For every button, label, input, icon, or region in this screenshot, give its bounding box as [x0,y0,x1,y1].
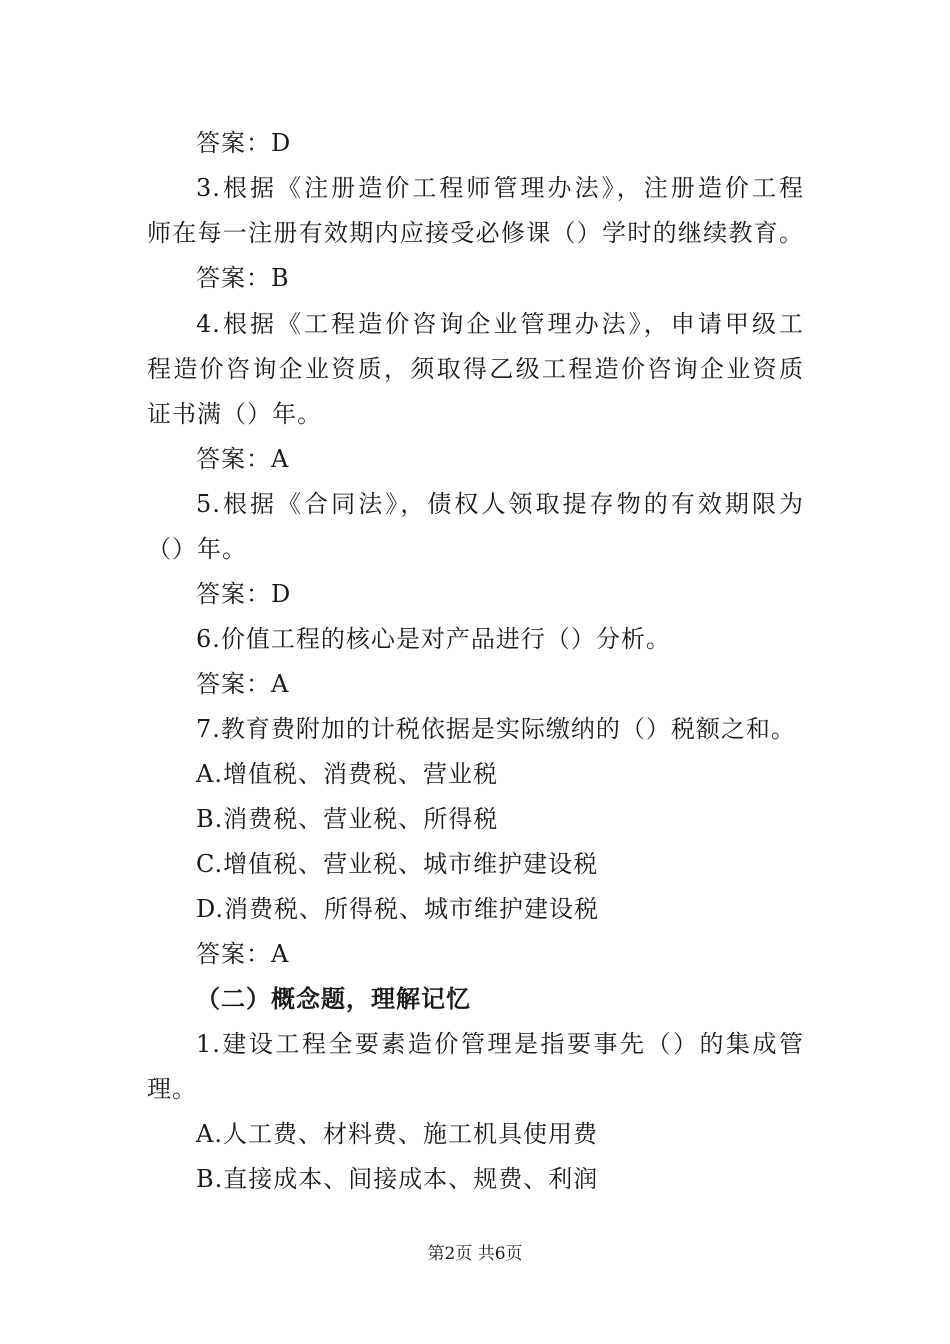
question-line: 理。 [147,1075,197,1103]
question-line: （）年。 [147,535,247,563]
question-line: 7.教育费附加的计税依据是实际缴纳的（）税额之和。 [196,715,796,743]
question-line: 师在每一注册有效期内应接受必修课（）学时的继续教育。 [147,219,804,247]
question-line: 程造价咨询企业资质，须取得乙级工程造价咨询企业资质 [147,355,804,383]
option-line: B.直接成本、间接成本、规费、利润 [196,1165,599,1193]
option-line: A.增值税、消费税、营业税 [196,760,498,788]
answer-line: 答案：A [196,445,290,473]
answer-line: 答案：D [196,580,292,608]
question-line: 1.建设工程全要素造价管理是指要事先（）的集成管 [196,1030,804,1058]
answer-line: 答案：D [196,129,292,157]
answer-line: 答案：A [196,940,290,968]
page-footer: 第2页 共6页 [427,1244,523,1264]
option-line: B.消费税、营业税、所得税 [196,805,499,833]
answer-line: 答案：A [196,670,290,698]
question-line: 5.根据《合同法》，债权人领取提存物的有效期限为 [196,490,804,518]
question-line: 4.根据《工程造价咨询企业管理办法》，申请甲级工 [196,310,804,338]
question-line: 3.根据《注册造价工程师管理办法》，注册造价工程 [196,174,804,202]
option-line: A.人工费、材料费、施工机具使用费 [196,1120,598,1148]
answer-line: 答案：B [196,264,290,292]
question-line: 证书满（）年。 [147,400,322,428]
section-heading: （二）概念题，理解记忆 [196,985,471,1013]
option-line: C.增值税、营业税、城市维护建设税 [196,850,599,878]
option-line: D.消费税、所得税、城市维护建设税 [196,895,600,923]
question-line: 6.价值工程的核心是对产品进行（）分析。 [196,625,671,653]
